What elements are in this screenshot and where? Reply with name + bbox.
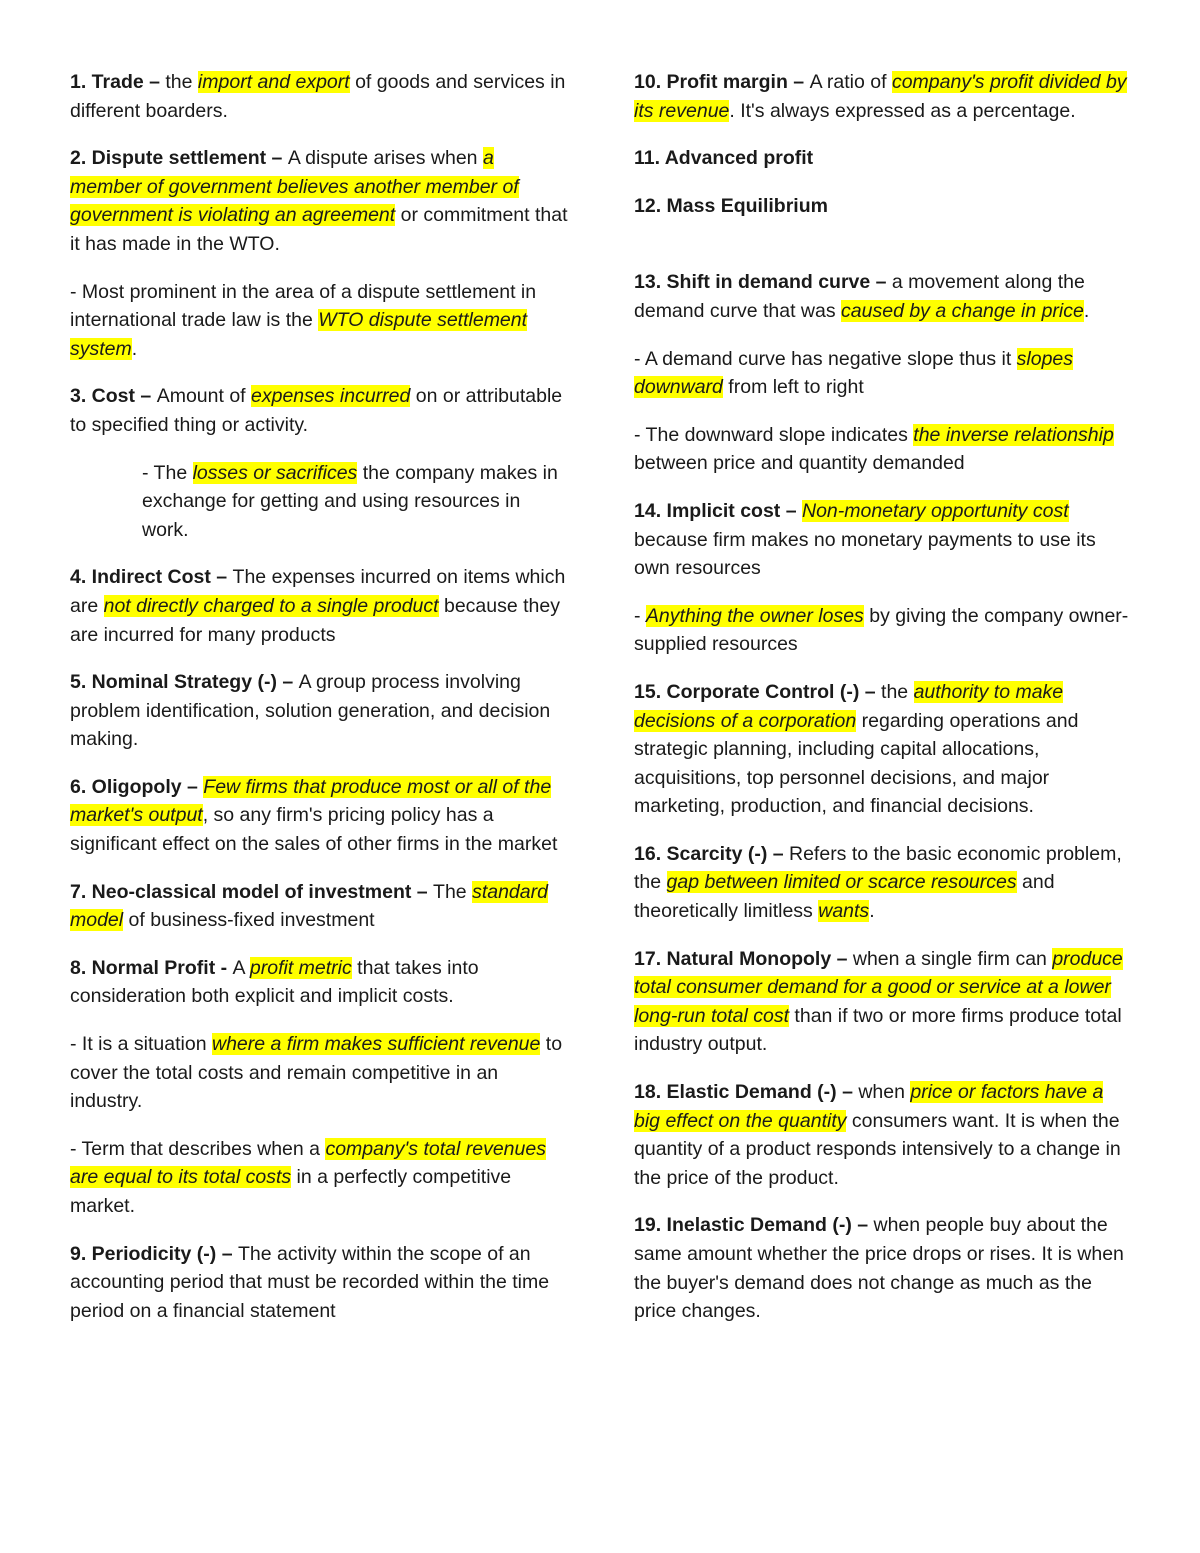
body-text: that takes into consideration both explicit and implicit costs. bbox=[70, 956, 479, 1008]
body-text: of business-fixed investment bbox=[123, 909, 375, 932]
body-text: when a single firm can bbox=[852, 947, 1053, 970]
glossary-entry bbox=[70, 878, 570, 935]
body-text: than if two or more firms produce total industry output. bbox=[634, 1004, 1122, 1056]
highlighted-text: wants bbox=[818, 900, 870, 923]
body-text: when people buy about the same amount whether the price drops or rises. It is when the buyer's demand does not change as much as the price changes. bbox=[634, 1214, 1124, 1323]
body-text: because they are incurred for many products bbox=[70, 594, 560, 646]
highlighted-text: company's profit divided by its revenue bbox=[634, 71, 1127, 122]
glossary-entry bbox=[634, 1211, 1134, 1325]
body-text: - Term that describes when a bbox=[70, 1137, 326, 1160]
term-heading: 7. Neo-classical model of investment – bbox=[70, 880, 434, 903]
glossary-entry bbox=[634, 68, 1134, 125]
body-text: and theoretically limitless bbox=[634, 871, 1055, 923]
body-text: by giving the company owner-supplied resources bbox=[634, 604, 1129, 656]
body-text: . bbox=[131, 337, 138, 360]
glossary-entry bbox=[634, 678, 1134, 821]
highlighted-text: authority to make decisions of a corporation bbox=[634, 680, 1064, 732]
term-heading: 12. Mass Equilibrium bbox=[634, 194, 828, 217]
glossary-entry bbox=[70, 1240, 570, 1326]
glossary-entry bbox=[634, 945, 1134, 1059]
body-text: to cover the total costs and remain competitive in an industry. bbox=[70, 1033, 563, 1113]
glossary-entry bbox=[142, 459, 570, 545]
glossary-entry bbox=[70, 1135, 570, 1221]
highlighted-text: caused by a change in price bbox=[841, 299, 1084, 322]
highlighted-text: price or factors have a big effect on the quantity bbox=[634, 1081, 1104, 1132]
left-column bbox=[70, 68, 570, 1344]
body-text: . bbox=[1083, 299, 1090, 322]
glossary-entry bbox=[70, 563, 570, 649]
body-text: A ratio of bbox=[809, 71, 892, 93]
term-heading: 15. Corporate Control (-) – bbox=[634, 680, 882, 703]
glossary-entry bbox=[70, 668, 570, 754]
term-heading: 19. Inelastic Demand (-) – bbox=[634, 1214, 874, 1237]
term-heading: 13. Shift in demand curve – bbox=[634, 271, 892, 294]
body-text: from left to right bbox=[722, 376, 864, 399]
highlighted-text: import and export bbox=[197, 71, 350, 93]
body-text: The expenses incurred on items which are bbox=[70, 566, 566, 617]
body-text: of goods and services in different boarders. bbox=[70, 71, 566, 122]
body-text: the bbox=[881, 680, 914, 703]
highlighted-text: where a firm makes sufficient revenue bbox=[211, 1033, 541, 1056]
body-text: The bbox=[433, 880, 473, 903]
highlighted-text: gap between limited or scarce resources bbox=[666, 871, 1017, 894]
term-heading: 9. Periodicity (-) – bbox=[70, 1242, 238, 1265]
highlighted-text: not directly charged to a single product bbox=[103, 594, 439, 617]
body-text: in a perfectly competitive market. bbox=[70, 1166, 512, 1217]
highlighted-text: Few firms that produce most or all of the market's output bbox=[70, 775, 552, 827]
body-text: The activity within the scope of an accounting period that must be recorded within the time period on a financial statement bbox=[70, 1242, 550, 1322]
body-text: A group process involving problem identification, solution generation, and decision making. bbox=[70, 671, 551, 751]
body-text: or commitment that it has made in the WTO. bbox=[70, 204, 568, 255]
term-heading: 1. Trade – bbox=[70, 71, 166, 93]
glossary-entry bbox=[70, 68, 570, 125]
body-text: - Most prominent in the area of a dispute settlement in international trade law is the bbox=[70, 280, 537, 332]
term-heading: 8. Normal Profit - bbox=[70, 956, 233, 979]
glossary-entry bbox=[634, 602, 1134, 659]
body-text: . bbox=[869, 900, 875, 923]
glossary-entry bbox=[70, 278, 570, 364]
highlighted-text: WTO dispute settlement system bbox=[70, 309, 528, 360]
body-text: , so any firm's pricing policy has a significant effect on the sales of other firms in the market bbox=[70, 804, 558, 856]
glossary-entry bbox=[634, 1078, 1134, 1192]
highlighted-text: standard model bbox=[70, 880, 548, 932]
term-heading: 11. Advanced profit bbox=[634, 147, 814, 170]
body-text: Refers to the basic economic problem, the bbox=[634, 842, 1122, 894]
glossary-entry bbox=[634, 497, 1134, 583]
highlighted-text: Non-monetary opportunity cost bbox=[801, 499, 1069, 522]
term-heading: 14. Implicit cost – bbox=[634, 499, 802, 522]
highlighted-text: profit metric bbox=[249, 956, 352, 979]
glossary-entry bbox=[634, 192, 1134, 221]
body-text: A dispute arises when bbox=[287, 147, 483, 170]
glossary-entry bbox=[70, 382, 570, 439]
body-text: - The bbox=[142, 461, 193, 484]
glossary-entry bbox=[70, 954, 570, 1011]
highlighted-text: the inverse relationship bbox=[913, 423, 1114, 446]
body-text: - The downward slope indicates bbox=[634, 423, 914, 446]
highlighted-text: company's total revenues are equal to its total costs bbox=[70, 1137, 546, 1189]
body-text: A bbox=[232, 956, 250, 979]
term-heading: 10. Profit margin – bbox=[634, 71, 810, 93]
term-heading: 17. Natural Monopoly – bbox=[634, 947, 853, 970]
body-text: - It is a situation bbox=[70, 1033, 212, 1056]
highlighted-text: losses or sacrifices bbox=[192, 461, 358, 484]
glossary-entry bbox=[634, 840, 1134, 926]
body-text: the company makes in exchange for getting and using resources in work. bbox=[142, 461, 558, 541]
body-text: - A demand curve has negative slope thus it bbox=[634, 347, 1017, 370]
body-text: because firm makes no monetary payments to use its own resources bbox=[634, 528, 1096, 580]
glossary-entry bbox=[634, 345, 1134, 402]
highlighted-text: expenses incurred bbox=[251, 385, 411, 408]
term-heading: 5. Nominal Strategy (-) – bbox=[70, 671, 299, 694]
body-text: . It's always expressed as a percentage. bbox=[729, 99, 1076, 122]
term-heading: 18. Elastic Demand (-) – bbox=[634, 1081, 859, 1104]
body-text: between price and quantity demanded bbox=[634, 452, 965, 475]
glossary-entry bbox=[634, 421, 1134, 478]
right-column bbox=[634, 68, 1134, 1345]
highlighted-text: slopes downward bbox=[634, 347, 1074, 399]
body-text: a movement along the demand curve that was bbox=[634, 271, 1085, 322]
term-heading: 16. Scarcity (-) – bbox=[634, 842, 789, 865]
highlighted-text: Anything the owner loses bbox=[645, 604, 864, 627]
glossary-entry bbox=[70, 144, 570, 258]
term-heading: 6. Oligopoly – bbox=[70, 775, 204, 798]
body-text: - bbox=[634, 604, 646, 627]
glossary-entry bbox=[70, 1030, 570, 1116]
body-text: Amount of bbox=[156, 385, 252, 408]
glossary-entry bbox=[634, 144, 1134, 173]
term-heading: 2. Dispute settlement – bbox=[70, 147, 288, 170]
body-text: regarding operations and strategic planning, including capital allocations, acquisitions, top personnel decisions, and major marketing, production, and financial decisions. bbox=[634, 709, 1079, 818]
glossary-entry bbox=[634, 268, 1134, 325]
term-heading: 4. Indirect Cost – bbox=[70, 566, 233, 589]
highlighted-text: produce total consumer demand for a good or service at a lower long-run total cost bbox=[634, 947, 1123, 1027]
term-heading: 3. Cost – bbox=[70, 385, 157, 408]
highlighted-text: a member of government believes another member of government is violating an agreement bbox=[70, 147, 519, 227]
body-text: on or attributable to specified thing or activity. bbox=[70, 385, 563, 436]
body-text: consumers want. It is when the quantity of a product responds intensively to a change in the price of the product. bbox=[634, 1109, 1121, 1189]
body-text: when bbox=[858, 1081, 911, 1104]
glossary-entry bbox=[70, 773, 570, 859]
body-text: the bbox=[165, 71, 198, 93]
